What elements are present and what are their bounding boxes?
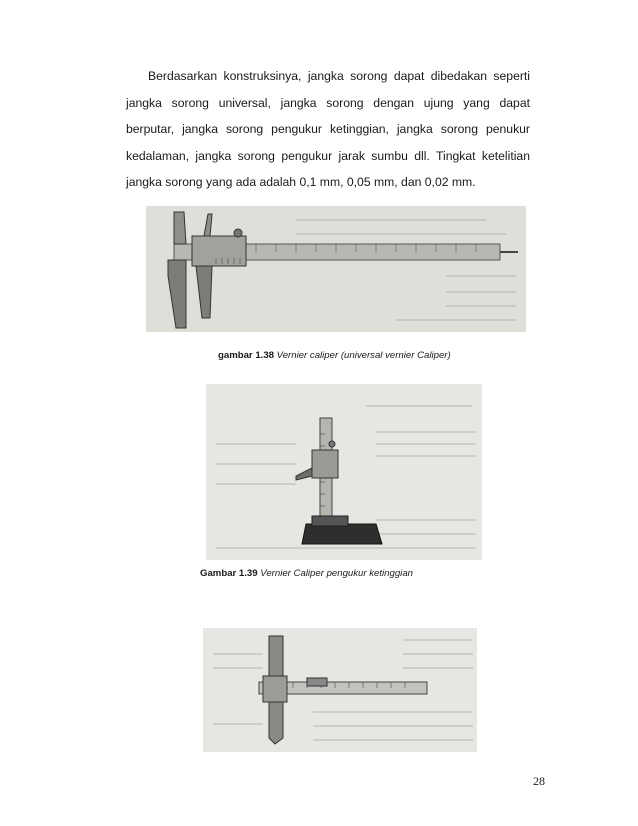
figure-1-39-image (206, 384, 482, 560)
page-number: 28 (533, 774, 545, 788)
figure-1-38-image (146, 206, 526, 332)
figure-1-39-caption (200, 568, 413, 579)
figure-1-38-caption (218, 350, 451, 361)
body-paragraph: Berdasarkan konstruksinya, jangka sorong dapat dibedakan seperti jangka sorong universal, jangka sorong dengan ujung yang dapat berputar, jangka sorong pengukur ketinggian, jangka sorong penukur kedalaman, jangka sorong pengukur jarak sumbu dll. Tingkat ketelitian jangka sorong yang ada adalah 0,1 mm, 0,05 mm, dan 0,02 mm. (126, 69, 530, 190)
figure-text: Vernier caliper (universal vernier Caliper) (276, 350, 451, 361)
figure-label: Gambar 1.39 (200, 568, 258, 579)
figure-text: Vernier Caliper pengukur ketinggian (260, 568, 413, 579)
figure-label: gambar 1.38 (218, 350, 274, 361)
depth-caliper-image (203, 628, 477, 752)
